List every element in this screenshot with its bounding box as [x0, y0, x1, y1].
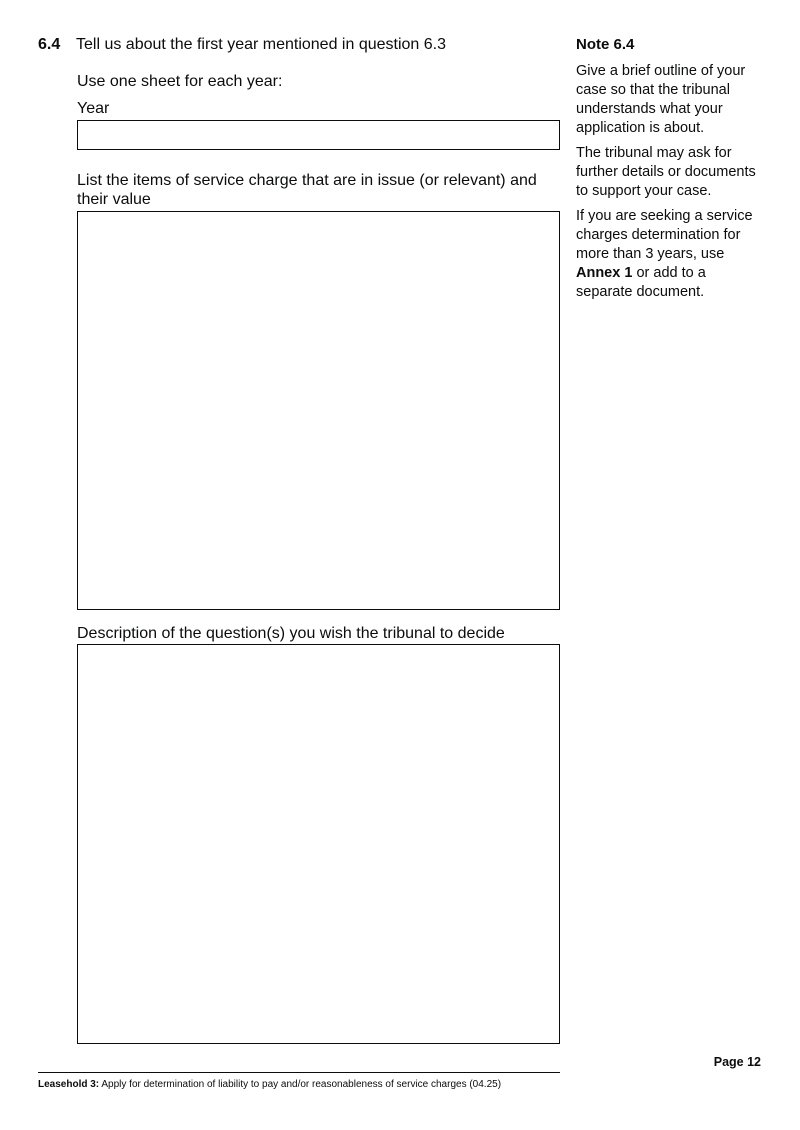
description-textarea[interactable] — [77, 644, 560, 1044]
footer-divider — [38, 1072, 560, 1073]
footer-text — [38, 1079, 501, 1090]
note-paragraph-3-end: or add to a separate document. — [576, 265, 706, 300]
question-title: Tell us about the first year mentioned in question 6.3 — [76, 36, 446, 53]
footer-form-name: Leasehold 3: — [38, 1079, 100, 1090]
note-title: Note 6.4 — [576, 36, 635, 53]
items-textarea[interactable] — [77, 211, 560, 610]
note-body — [576, 62, 762, 308]
page-number: Page 12 — [713, 1055, 761, 1069]
instruction-text: Use one sheet for each year: — [77, 73, 283, 90]
note-paragraph-3-start: If you are seeking a service charges determination for more than 3 years, use — [576, 208, 753, 262]
items-label: List the items of service charge that are in issue (or relevant) and their value — [77, 172, 537, 208]
annex-reference: Annex 1 — [576, 265, 633, 281]
year-label: Year — [77, 100, 110, 117]
year-input[interactable] — [77, 120, 560, 150]
question-number: 6.4 — [38, 36, 61, 53]
note-paragraph-1: Give a brief outline of your case so that the tribunal understands what your application is about. — [576, 63, 746, 136]
note-paragraph-2: The tribunal may ask for further details or documents to support your case. — [576, 145, 756, 199]
footer-form-description: Apply for determination of liability to pay and/or reasonableness of service charges (04.25) — [101, 1079, 502, 1090]
description-label: Description of the question(s) you wish the tribunal to decide — [77, 625, 505, 642]
note-paragraph-3 — [576, 207, 762, 302]
